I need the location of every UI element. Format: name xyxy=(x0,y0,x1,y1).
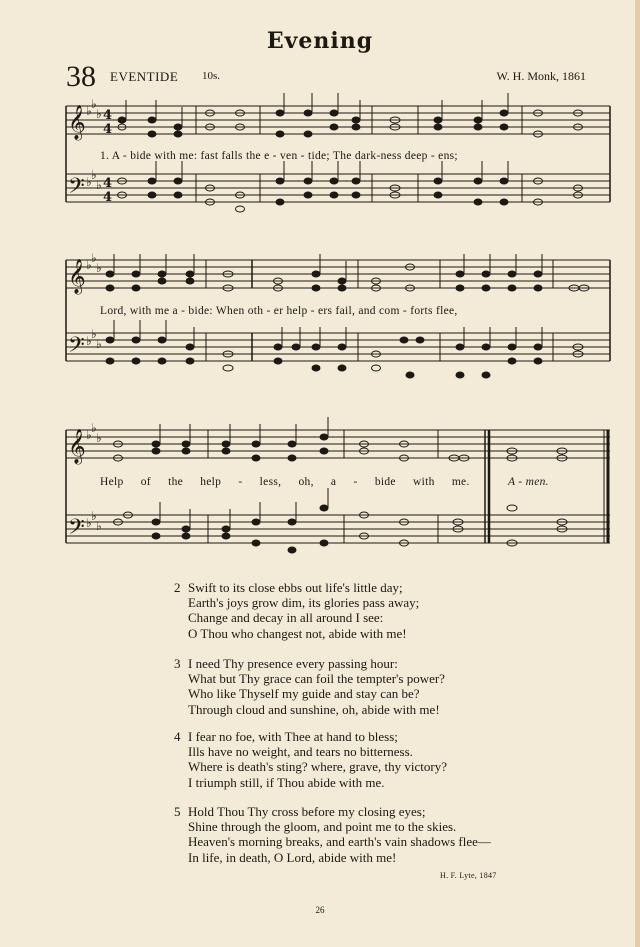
svg-text:♭: ♭ xyxy=(91,97,97,111)
stanza-4 xyxy=(174,729,447,790)
page-number: 26 xyxy=(315,905,325,915)
meter: 10s. xyxy=(202,70,221,82)
svg-text:♭: ♭ xyxy=(86,516,92,530)
hymn-number: 38 xyxy=(66,60,96,93)
svg-text:4: 4 xyxy=(103,190,113,205)
svg-text:♭: ♭ xyxy=(96,107,102,121)
svg-text:♭: ♭ xyxy=(91,421,97,435)
stanza-line: Shine through the gloom, and point me to the skies. xyxy=(188,819,457,835)
stanza-3 xyxy=(174,656,445,717)
stanza-line: Where is death's sting? where, grave, thy victory? xyxy=(188,759,447,775)
tune-name: EVENTIDE xyxy=(110,69,179,84)
stanza-line: In life, in death, O Lord, abide with me! xyxy=(188,849,397,865)
stanza-number: 2 xyxy=(174,580,181,595)
stanza-line: Earth's joys grow dim, its glories pass away; xyxy=(188,595,420,611)
svg-text:♭: ♭ xyxy=(91,509,97,523)
stanza-line: I need Thy presence every passing hour: xyxy=(188,656,398,671)
stanza-line: I fear no foe, with Thee at hand to bless; xyxy=(188,729,398,744)
stanza-number: 3 xyxy=(174,656,181,671)
stanza-number: 5 xyxy=(174,804,181,819)
stanza-line: Swift to its close ebbs out life's little day; xyxy=(188,580,403,595)
svg-text:♭: ♭ xyxy=(86,334,92,348)
stanza-line: I triumph still, if Thou abide with me. xyxy=(188,774,385,790)
bass-clef: 𝄢 xyxy=(68,174,85,204)
svg-text:♭: ♭ xyxy=(91,327,97,341)
stanza-5 xyxy=(174,804,491,865)
svg-text:4: 4 xyxy=(103,122,113,137)
stanza-line: What but Thy grace can foil the tempter's power? xyxy=(188,671,445,687)
svg-text:♭: ♭ xyxy=(96,261,102,275)
svg-text:♭: ♭ xyxy=(91,168,97,182)
lyric-line-2: Lord, with me a - bide: When oth - er help - ers fail, and com - forts flee, xyxy=(100,305,458,317)
composer: W. H. Monk, 1861 xyxy=(496,69,586,83)
lyric-line-3: Help of the help - less, oh, a - bide with me. xyxy=(100,476,470,488)
stanza-line: Ills have no weight, and tears no bitterness. xyxy=(188,744,413,760)
svg-text:♭: ♭ xyxy=(86,258,92,272)
svg-text:♭: ♭ xyxy=(91,251,97,265)
svg-text:4: 4 xyxy=(103,108,113,123)
bass-clef: 𝄢 xyxy=(68,333,85,363)
treble-clef: 𝄞 xyxy=(68,429,86,464)
stanza-number: 4 xyxy=(174,729,181,744)
lyric-line-1: 1. A - bide with me: fast falls the e - ven - tide; The dark-ness deep - ens; xyxy=(100,150,458,162)
svg-text:♭: ♭ xyxy=(96,337,102,351)
stanza-line: Hold Thou Thy cross before my closing eyes; xyxy=(188,804,426,819)
page-title: Evening xyxy=(266,28,374,54)
svg-text:♭: ♭ xyxy=(86,175,92,189)
svg-text:♭: ♭ xyxy=(96,431,102,445)
svg-text:♭: ♭ xyxy=(96,178,102,192)
stanza-line: Who like Thyself my guide and stay can be? xyxy=(188,686,420,702)
stanza-line: Change and decay in all around I see: xyxy=(188,610,384,626)
svg-text:♭: ♭ xyxy=(86,428,92,442)
svg-text:♭: ♭ xyxy=(96,519,102,533)
bass-clef: 𝄢 xyxy=(68,515,85,545)
stanza-line: O Thou who changest not, abide with me! xyxy=(188,625,407,641)
stanza-line: Heaven's morning breaks, and earth's vain shadows flee— xyxy=(188,834,491,850)
stanza-2 xyxy=(174,580,419,641)
text-author: H. F. Lyte, 1847 xyxy=(440,871,497,880)
treble-clef: 𝄞 xyxy=(68,105,86,140)
stanza-line: Through cloud and sunshine, oh, abide with me! xyxy=(188,701,440,717)
treble-clef: 𝄞 xyxy=(68,259,86,294)
svg-text:4: 4 xyxy=(103,176,113,191)
svg-text:♭: ♭ xyxy=(86,104,92,118)
amen-lyric: A - men. xyxy=(508,476,549,488)
